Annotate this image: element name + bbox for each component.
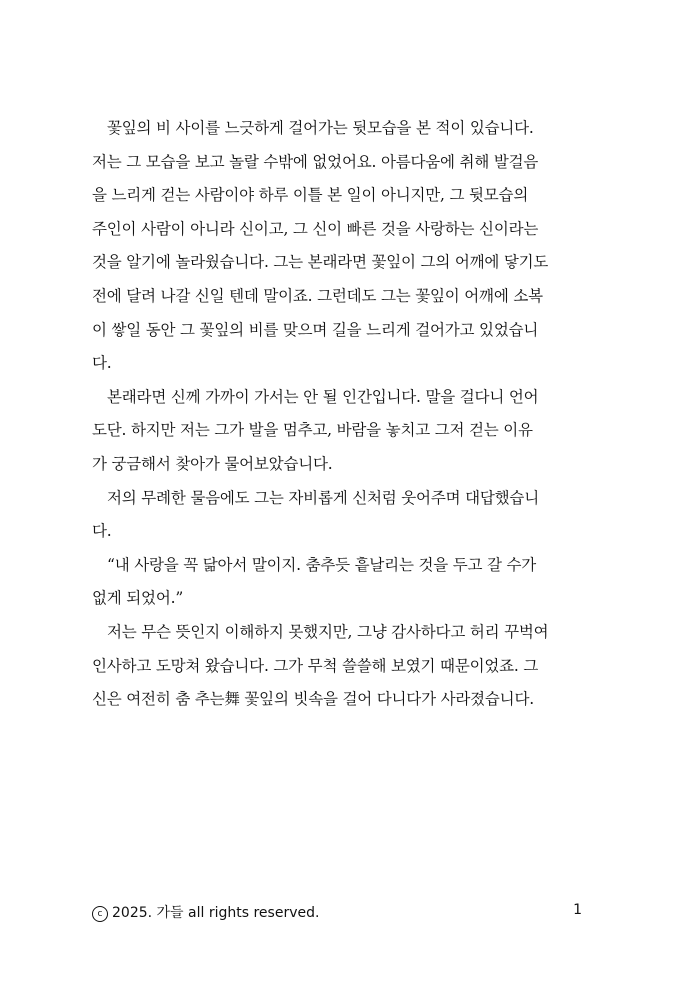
- paragraph-2: [92, 381, 614, 482]
- text-line: 이 쌓일 동안 그 꽃잎의 비를 맞으며 길을 느리게 걸어가고 있었습니: [92, 320, 539, 339]
- text-line: “내 사랑을 꼭 닮아서 말이지. 춤추듯 흩날리는 것을 두고 갈 수가: [107, 555, 537, 574]
- text-line: 저의 무례한 물음에도 그는 자비롭게 신처럼 웃어주며 대답했습니: [107, 488, 539, 507]
- text-line: 신은 여전히 춤 추는舞 꽃잎의 빗속을 걸어 다니다가 사라졌습니다.: [92, 690, 534, 709]
- text-line: 다.: [92, 354, 112, 373]
- paragraph-5: [92, 616, 614, 717]
- paragraph-1: [92, 112, 614, 381]
- text-line: 저는 그 모습을 보고 놀랄 수밖에 없었어요. 아름다움에 취해 발걸음: [92, 152, 539, 171]
- paragraph-3: [92, 482, 614, 549]
- text-line: 꽃잎의 비 사이를 느긋하게 걸어가는 뒷모습을 본 적이 있습니다.: [107, 119, 534, 137]
- text-line: 다.: [92, 522, 112, 541]
- text-line: 을 느리게 걷는 사람이야 하루 이틀 본 일이 아니지만, 그 뒷모습의: [92, 186, 529, 205]
- page-footer: [92, 902, 582, 926]
- text-line: 주인이 사람이 아니라 신이고, 그 신이 빠른 것을 사랑하는 신이라는: [92, 219, 539, 238]
- text-line: 없게 되었어.”: [92, 589, 184, 608]
- text-line: 본래라면 신께 가까이 가서는 안 될 인간입니다. 말을 걸다니 언어: [107, 387, 539, 406]
- text-line: 도단. 하지만 저는 그가 발을 멈추고, 바람을 놓치고 그저 걷는 이유: [92, 421, 533, 440]
- page-number: 1: [573, 902, 582, 918]
- document-body: [92, 112, 614, 717]
- text-line: 저는 무슨 뜻인지 이해하지 못했지만, 그냥 감사하다고 허리 꾸벅여: [107, 622, 549, 641]
- copyright-notice: [92, 902, 319, 922]
- text-line: 인사하고 도망쳐 왔습니다. 그가 무척 쓸쓸해 보였기 때문이었죠. 그: [92, 656, 539, 675]
- text-line: 전에 달려 나갈 신일 텐데 말이죠. 그런데도 그는 꽃잎이 어깨에 소복: [92, 286, 543, 305]
- text-line: 것을 알기에 놀라웠습니다. 그는 본래라면 꽃잎이 그의 어깨에 닿기도: [92, 253, 549, 272]
- paragraph-4: [92, 549, 614, 616]
- copyright-icon: c: [92, 906, 108, 922]
- copyright-text: 2025. 가들 all rights reserved.: [112, 905, 320, 921]
- text-line: 가 궁금해서 찾아가 물어보았습니다.: [92, 454, 333, 473]
